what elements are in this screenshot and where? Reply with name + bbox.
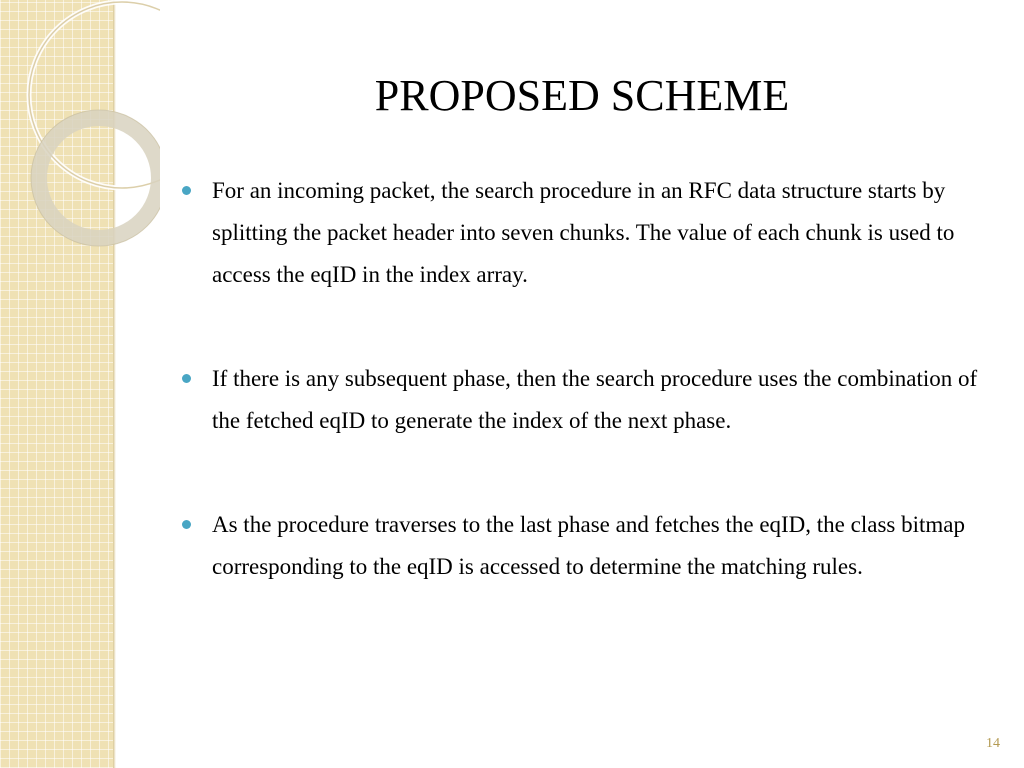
slide-title: PROPOSED SCHEME [374, 71, 790, 120]
bullet-dot-icon [182, 186, 191, 195]
bullet-dot-icon [182, 520, 191, 529]
bullet-list [182, 170, 1002, 588]
small-ring [39, 118, 159, 238]
bullet-item [182, 504, 1002, 588]
decorative-circles [0, 0, 160, 320]
bullet-dot-icon [182, 374, 191, 383]
bullet-text: If there is any subsequent phase, then the search procedure uses the combination of the fetched eqID to generate the index of the next phase. [212, 366, 978, 433]
bullet-text: For an incoming packet, the search procedure in an RFC data structure starts by splitting the packet header into seven chunks. The value of each chunk is used to access the eqID in the index array. [212, 178, 955, 287]
page-number: 14 [986, 736, 1000, 751]
bullet-item [182, 170, 1002, 296]
bullet-text: As the procedure traverses to the last phase and fetches the eqID, the class bitmap corresponding to the eqID is accessed to determine the matching rules. [212, 512, 965, 579]
bullet-item [182, 358, 1002, 442]
